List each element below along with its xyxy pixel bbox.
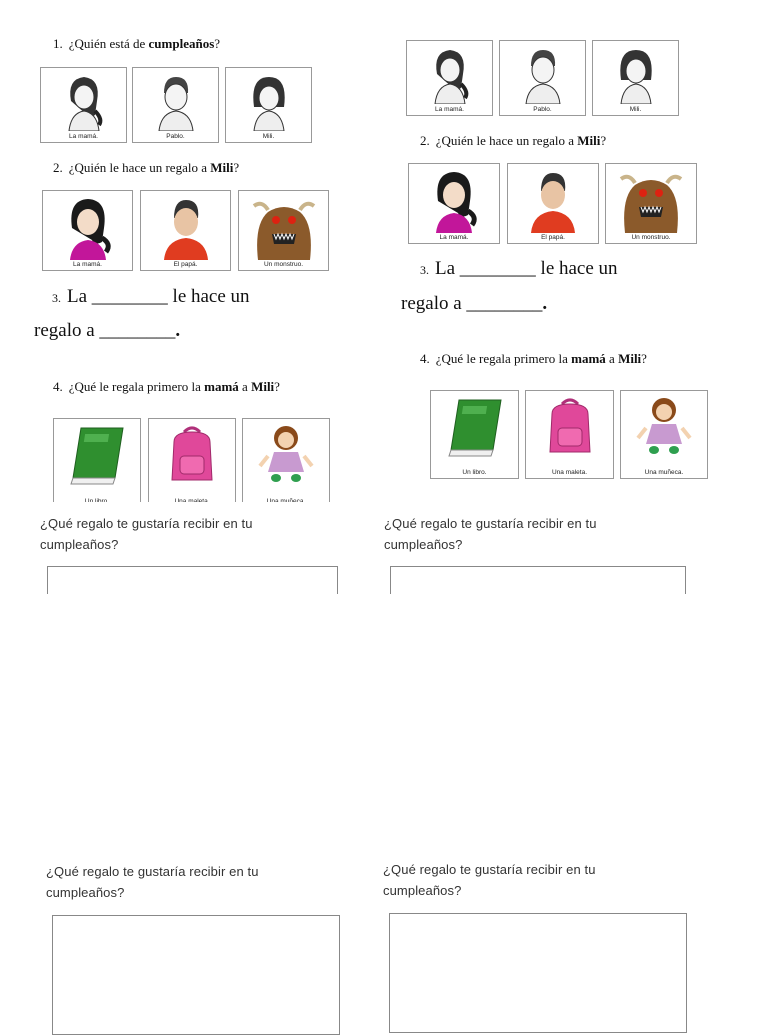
book-icon	[65, 422, 129, 488]
answer-box-bottom-left[interactable]	[52, 915, 340, 1035]
card-el-papa-right	[507, 163, 599, 244]
card-caption: El papá.	[173, 261, 198, 268]
backpack-icon	[542, 394, 598, 460]
boy-sketch-icon	[151, 71, 201, 131]
card-una-maleta-right	[525, 390, 614, 479]
card-caption: Un libro.	[462, 469, 487, 476]
gift-prompt-bottom-right: ¿Qué regalo te gustaría recibir en tu cumpleaños?	[383, 862, 596, 898]
left-question-3-line2: regalo a ________.	[34, 320, 181, 341]
card-pablo-right	[499, 40, 586, 116]
monster-icon	[248, 194, 320, 260]
left-question-2: 2. ¿Quién le hace un regalo a Mili?	[53, 160, 240, 175]
right-question-4: 4. ¿Qué le regala primero la mamá a Mili?	[420, 351, 647, 366]
right-question-3-line2: regalo a ________.	[401, 293, 548, 314]
blank-gap	[0, 594, 768, 844]
card-una-maleta	[148, 418, 236, 508]
card-caption: La mamá.	[69, 133, 98, 140]
card-caption: La mamá.	[439, 234, 469, 241]
right-question-3-line1: 3. La ________ le hace un	[420, 258, 618, 279]
card-un-libro-right	[430, 390, 519, 479]
gift-prompt-top-left: ¿Qué regalo te gustaría recibir en tu cumpleaños?	[40, 516, 253, 552]
card-pablo	[132, 67, 219, 143]
card-caption: Pablo.	[533, 106, 552, 113]
card-caption: La mamá.	[73, 261, 102, 268]
card-caption: La mamá.	[435, 106, 464, 113]
right-question-2: 2. ¿Quién le hace un regalo a Mili?	[420, 133, 607, 148]
left-question-3-line1: 3. La ________ le hace un	[52, 286, 250, 307]
card-caption: Pablo.	[166, 133, 185, 140]
card-caption: Una muñeca.	[644, 469, 684, 476]
girl-sketch-icon	[244, 71, 294, 131]
woman-color-icon	[58, 194, 118, 260]
card-la-mama-right	[406, 40, 493, 116]
card-mili-right	[592, 40, 679, 116]
gift-prompt-top-right: ¿Qué regalo te gustaría recibir en tu cumpleaños?	[384, 516, 597, 552]
gift-prompt-bottom-left: ¿Qué regalo te gustaría recibir en tu cumpleaños?	[46, 864, 259, 900]
card-una-muneca-right	[620, 390, 708, 479]
monster-icon	[615, 167, 687, 233]
book-icon	[443, 394, 507, 460]
man-color-icon	[156, 194, 216, 260]
girl-sketch-icon	[611, 44, 661, 104]
card-caption: Un monstruo.	[631, 234, 671, 241]
card-una-muneca	[242, 418, 330, 508]
card-la-mama-color	[42, 190, 133, 271]
woman-sketch-icon	[425, 44, 475, 104]
woman-color-icon	[424, 167, 484, 233]
backpack-icon	[164, 422, 220, 488]
left-question-4: 4. ¿Qué le regala primero la mamá a Mili?	[53, 379, 280, 394]
card-mili	[225, 67, 312, 143]
doll-icon	[258, 422, 314, 488]
card-caption: El papá.	[541, 234, 565, 241]
card-caption: Mili.	[262, 133, 275, 140]
card-el-papa	[140, 190, 231, 271]
crop-edge	[40, 502, 340, 512]
boy-sketch-icon	[518, 44, 568, 104]
card-un-libro	[53, 418, 141, 508]
card-caption: Mili.	[629, 106, 642, 113]
woman-sketch-icon	[59, 71, 109, 131]
card-un-monstruo	[238, 190, 329, 271]
card-un-monstruo-right	[605, 163, 697, 244]
man-color-icon	[523, 167, 583, 233]
answer-box-bottom-right[interactable]	[389, 913, 687, 1033]
doll-icon	[636, 394, 692, 460]
left-question-1: 1. ¿Quién está de cumpleaños?	[53, 36, 221, 51]
card-caption: Una maleta.	[551, 469, 588, 476]
card-la-mama	[40, 67, 127, 143]
card-la-mama-color-right	[408, 163, 500, 244]
card-caption: Un monstruo.	[263, 261, 304, 268]
